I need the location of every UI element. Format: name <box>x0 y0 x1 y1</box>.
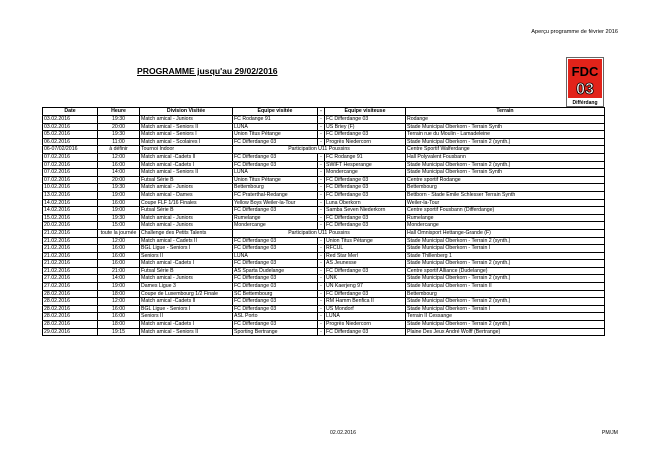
cell-terrain: Centre sportif Rodange <box>406 176 605 184</box>
cell-dash: - <box>318 169 325 177</box>
cell-division: Match amical - Juniors <box>140 222 233 230</box>
cell-date: 03.02.2016 <box>43 123 98 131</box>
cell-visiteuse: US Briey (F) <box>325 123 406 131</box>
cell-heure: 19:00 <box>98 191 140 199</box>
cell-visiteuse: RM Hamm Benfica II <box>325 298 406 306</box>
table-row <box>43 298 605 306</box>
cell-terrain: Stade Municipal Oberkorn - Terrain Synth <box>406 123 605 131</box>
cell-visiteuse: SWIFT Hesperange <box>325 161 406 169</box>
cell-dash: - <box>318 252 325 260</box>
cell-dash: - <box>318 199 325 207</box>
cell-visitee: Rumelange <box>233 214 318 222</box>
cell-heure: 18:00 <box>98 290 140 298</box>
cell-visitee: Yellow Boys Weiler-la-Tour <box>233 199 318 207</box>
cell-dash: - <box>318 267 325 275</box>
cell-dash: - <box>318 123 325 131</box>
table-row <box>43 161 605 169</box>
cell-dash: - <box>318 245 325 253</box>
cell-heure: 19:00 <box>98 207 140 215</box>
cell-heure: 19:15 <box>98 328 140 336</box>
cell-visitee: FC Differdange 03 <box>233 237 318 245</box>
cell-terrain: Centre sportif Fousbann (Differdange) <box>406 207 605 215</box>
cell-visitee: FC Differdange 03 <box>233 245 318 253</box>
cell-heure: 12:00 <box>98 237 140 245</box>
cell-visiteuse: FC Differdange 03 <box>325 184 406 192</box>
cell-dash: - <box>318 275 325 283</box>
cell-visitee: FC Differdange 03 <box>233 321 318 329</box>
col-header-visitee: Equipe visitée <box>233 108 318 116</box>
cell-heure: 19:30 <box>98 184 140 192</box>
table-row <box>43 138 605 146</box>
cell-participation: Participation U11 Poussins <box>233 229 406 237</box>
cell-division: Seniors II <box>140 313 233 321</box>
table-row <box>43 321 605 329</box>
cell-visiteuse: UNK <box>325 275 406 283</box>
cell-date: 07.02.2016 <box>43 169 98 177</box>
cell-dash: - <box>318 184 325 192</box>
cell-visitee: FC Praterthal-Redange <box>233 191 318 199</box>
cell-date: 13.02.2016 <box>43 191 98 199</box>
cell-dash: - <box>318 328 325 336</box>
cell-date: 03.02.2016 <box>43 116 98 124</box>
cell-division: Futsal Série B <box>140 176 233 184</box>
cell-terrain: Stade Thillenberg 1 <box>406 252 605 260</box>
cell-division: Dames Ligue 3 <box>140 283 233 291</box>
logo-number: 03 <box>576 81 594 98</box>
cell-date: 20.02.2016 <box>43 222 98 230</box>
cell-date: 21.02.2016 <box>43 260 98 268</box>
cell-terrain: Mondercange <box>406 222 605 230</box>
table-row <box>43 116 605 124</box>
table-row <box>43 260 605 268</box>
col-header-heure: Heure <box>98 108 140 116</box>
table-row <box>43 229 605 237</box>
col-header-terrain: Terrain <box>406 108 605 116</box>
cell-heure: 14:00 <box>98 169 140 177</box>
cell-division: BGL Ligue - Seniors I <box>140 305 233 313</box>
cell-dash: - <box>318 161 325 169</box>
cell-visiteuse: AS Jeunesse <box>325 260 406 268</box>
cell-terrain: Terrain II Cessange <box>406 313 605 321</box>
cell-division: Match amical - Seniors I <box>140 131 233 139</box>
cell-division: Coupe de Luxembourg 1/2 Finale <box>140 290 233 298</box>
table-row <box>43 305 605 313</box>
cell-terrain: Terrain rue du Moulin - Lamadeleine <box>406 131 605 139</box>
cell-dash: - <box>318 313 325 321</box>
cell-dash: - <box>318 222 325 230</box>
cell-division: BGL Ligue - Seniors I <box>140 245 233 253</box>
cell-visitee: SC Bettembourg <box>233 290 318 298</box>
cell-visitee: FC Differdange 03 <box>233 305 318 313</box>
cell-visiteuse: FC Rodange 91 <box>325 153 406 161</box>
table-row <box>43 245 605 253</box>
cell-date: 21.02.2016 <box>43 237 98 245</box>
table-row <box>43 283 605 291</box>
cell-heure: 14:00 <box>98 275 140 283</box>
cell-visiteuse: Progrès Niedercorn <box>325 321 406 329</box>
cell-dash: - <box>318 298 325 306</box>
table-row <box>43 176 605 184</box>
cell-dash: - <box>318 305 325 313</box>
cell-date: 28.02.2016 <box>43 313 98 321</box>
cell-visitee: Sporting Bertrange <box>233 328 318 336</box>
cell-participation: Participation U11 Poussins <box>233 146 406 154</box>
cell-terrain: Stade Municipal Oberkorn - Terrain 2 (synth.) <box>406 161 605 169</box>
cell-terrain: Hall Polyvalent Fousbann <box>406 153 605 161</box>
cell-visitee: LUNA <box>233 169 318 177</box>
table-row <box>43 275 605 283</box>
cell-heure: 19:30 <box>98 131 140 139</box>
table-row <box>43 222 605 230</box>
cell-date: 07.02.2016 <box>43 153 98 161</box>
cell-terrain: Weiler-la-Tour <box>406 199 605 207</box>
table-row <box>43 313 605 321</box>
cell-date: 14.02.2016 <box>43 199 98 207</box>
cell-date: 28.02.2016 <box>43 298 98 306</box>
cell-division: Futsal Série B <box>140 207 233 215</box>
cell-visiteuse: FC Differdange 03 <box>325 116 406 124</box>
cell-heure: 16:00 <box>98 245 140 253</box>
cell-visiteuse: RFCUL <box>325 245 406 253</box>
cell-heure: 21:00 <box>98 267 140 275</box>
cell-heure: 19:30 <box>98 214 140 222</box>
cell-division: Match amical - Juniors <box>140 214 233 222</box>
cell-dash: - <box>318 131 325 139</box>
cell-dash: - <box>318 207 325 215</box>
cell-date: 14.02.2016 <box>43 207 98 215</box>
cell-division: Match amical -Cadets I <box>140 321 233 329</box>
club-logo <box>566 57 604 107</box>
cell-visiteuse: UN Kaerjeng 97 <box>325 283 406 291</box>
cell-heure: 11:00 <box>98 138 140 146</box>
cell-division: Match amical - Cadets II <box>140 237 233 245</box>
cell-visitee: ASL Porto <box>233 313 318 321</box>
table-row <box>43 131 605 139</box>
cell-date: 28.02.2016 <box>43 290 98 298</box>
cell-division: Match amical - Scolaires I <box>140 138 233 146</box>
cell-visiteuse: FC Differdange 03 <box>325 214 406 222</box>
cell-heure: 16:00 <box>98 313 140 321</box>
cell-division: Futsal Série B <box>140 267 233 275</box>
cell-visitee: FC Differdange 03 <box>233 283 318 291</box>
table-row <box>43 191 605 199</box>
cell-terrain: Stade Municipal Oberkorn - Terrain II <box>406 283 605 291</box>
cell-visitee: FC Rodange 91 <box>233 116 318 124</box>
cell-visitee: LUNA <box>233 252 318 260</box>
header-note: Aperçu programme de février 2016 <box>531 29 618 35</box>
cell-dash: - <box>318 191 325 199</box>
table-row <box>43 153 605 161</box>
cell-visiteuse: Red Star Merl <box>325 252 406 260</box>
cell-heure: 19:00 <box>98 283 140 291</box>
table-row <box>43 290 605 298</box>
cell-visitee: Bettembourg <box>233 184 318 192</box>
table-row <box>43 146 605 154</box>
cell-division: Match amical - Juniors <box>140 275 233 283</box>
cell-division: Challenge des Petits Talents <box>140 229 233 237</box>
cell-division: Match amical -Cadets II <box>140 298 233 306</box>
cell-division: Tournoi Indoor <box>140 146 233 154</box>
cell-visiteuse: Mondercange <box>325 169 406 177</box>
cell-visitee: LUNA <box>233 123 318 131</box>
cell-heure: à définir <box>98 146 140 154</box>
cell-terrain: Stade Municipal Oberkorn - Terrain Synth <box>406 169 605 177</box>
cell-dash: - <box>318 290 325 298</box>
cell-terrain: Rumelange <box>406 214 605 222</box>
cell-terrain: Stade Municipal Oberkorn - Terrain 2 (synth.) <box>406 138 605 146</box>
cell-heure: 16:00 <box>98 161 140 169</box>
col-header-dash: - <box>318 108 325 116</box>
cell-division: Match amical -Cadets I <box>140 260 233 268</box>
cell-division: Match amical - Seniors II <box>140 123 233 131</box>
cell-terrain: Bettembourg <box>406 290 605 298</box>
cell-date: 28.02.2016 <box>43 305 98 313</box>
cell-heure: 16:00 <box>98 252 140 260</box>
table-row <box>43 214 605 222</box>
cell-terrain: Plaine Des Jeux André Wolff (Bertrange) <box>406 328 605 336</box>
table-row <box>43 207 605 215</box>
cell-heure: 19:30 <box>98 116 140 124</box>
cell-heure: 20:00 <box>98 123 140 131</box>
cell-visiteuse: Union Titus Pétange <box>325 237 406 245</box>
cell-terrain: Hall Omnisport Hettange-Grande (F) <box>406 229 605 237</box>
cell-division: Seniors II <box>140 252 233 260</box>
table-row <box>43 237 605 245</box>
cell-date: 21.02.2016 <box>43 245 98 253</box>
cell-date: 27.02.2016 <box>43 283 98 291</box>
cell-visiteuse: FC Differdange 03 <box>325 131 406 139</box>
table-row <box>43 169 605 177</box>
cell-division: Coupe FLF 1/16 Finales <box>140 199 233 207</box>
cell-heure: 16:00 <box>98 305 140 313</box>
col-header-division: Division Visitée <box>140 108 233 116</box>
table-row <box>43 252 605 260</box>
cell-heure: 16:00 <box>98 199 140 207</box>
footer-date: 02.02.2016 <box>330 430 356 436</box>
cell-date: 10.02.2016 <box>43 184 98 192</box>
cell-visitee: FC Differdange 03 <box>233 260 318 268</box>
cell-heure: 18:00 <box>98 321 140 329</box>
table-row <box>43 267 605 275</box>
cell-terrain: Centre sportif Alliance (Dudelange) <box>406 267 605 275</box>
cell-visiteuse: Luna Oberkorn <box>325 199 406 207</box>
cell-date: 27.02.2016 <box>43 275 98 283</box>
cell-visiteuse: FC Differdange 03 <box>325 222 406 230</box>
cell-dash: - <box>318 176 325 184</box>
cell-terrain: Stade Municipal Oberkorn - Terrain 2 (synth.) <box>406 275 605 283</box>
logo-club-name: Différdang <box>572 100 598 106</box>
cell-division: Match amical - Juniors <box>140 184 233 192</box>
cell-date: 29.02.2016 <box>43 328 98 336</box>
cell-visiteuse: FC Differdange 03 <box>325 176 406 184</box>
cell-dash: - <box>318 260 325 268</box>
cell-heure: 15:00 <box>98 222 140 230</box>
cell-date: 21.02.2016 <box>43 267 98 275</box>
cell-terrain: Bettborn - Stade Emile Schlesser Terrain Synth <box>406 191 605 199</box>
cell-date: 07.02.2016 <box>43 176 98 184</box>
cell-visiteuse: FC Differdange 03 <box>325 328 406 336</box>
cell-dash: - <box>318 214 325 222</box>
cell-date: 15.02.2016 <box>43 214 98 222</box>
cell-dash: - <box>318 138 325 146</box>
cell-visitee: Mondercange <box>233 222 318 230</box>
cell-date: 05.02.2016 <box>43 131 98 139</box>
cell-division: Match amical - Juniors <box>140 116 233 124</box>
cell-terrain: Rodange <box>406 116 605 124</box>
cell-date: 28.02.2016 <box>43 321 98 329</box>
cell-dash: - <box>318 321 325 329</box>
cell-visiteuse: FC Differdange 03 <box>325 191 406 199</box>
table-header-row <box>43 108 605 116</box>
cell-visitee: FC Differdange 03 <box>233 138 318 146</box>
cell-visitee: AS Sparta Dudelange <box>233 267 318 275</box>
cell-heure: 12:00 <box>98 153 140 161</box>
logo-letters: FDC <box>571 64 599 79</box>
cell-terrain: Stade Municipal Oberkorn - Terrain I <box>406 245 605 253</box>
cell-date: 07.02.2016 <box>43 161 98 169</box>
cell-division: Match amical - Seniors II <box>140 169 233 177</box>
cell-visiteuse: FC Differdange 03 <box>325 267 406 275</box>
page-title: PROGRAMME jusqu'au 29/02/2016 <box>137 66 278 76</box>
cell-visiteuse: FC Differdange 03 <box>325 290 406 298</box>
cell-date: 21.02.2016 <box>43 229 98 237</box>
cell-dash: - <box>318 237 325 245</box>
cell-terrain: Centre Sportif Walferdange <box>406 146 605 154</box>
table-row <box>43 199 605 207</box>
cell-visiteuse: LUNA <box>325 313 406 321</box>
program-table <box>42 107 605 336</box>
table-row <box>43 184 605 192</box>
cell-heure: 16:00 <box>98 260 140 268</box>
cell-heure: 20:00 <box>98 176 140 184</box>
cell-date: 06.02.2016 <box>43 138 98 146</box>
cell-terrain: Stade Municipal Oberkorn - Terrain 2 (synth.) <box>406 321 605 329</box>
cell-visiteuse: Progrès Niedercorn <box>325 138 406 146</box>
cell-visitee: FC Differdange 03 <box>233 298 318 306</box>
cell-terrain: Stade Municipal Oberkorn - Terrain 2 (synth.) <box>406 260 605 268</box>
cell-terrain: Bettembourg <box>406 184 605 192</box>
table-row <box>43 328 605 336</box>
cell-terrain: Stade Municipal Oberkorn - Terrain 2 (synth.) <box>406 237 605 245</box>
cell-visitee: FC Differdange 03 <box>233 275 318 283</box>
cell-date: 06-07/02/2016 <box>43 146 98 154</box>
cell-terrain: Stade Municipal Oberkorn - Terrain 2 (synth.) <box>406 298 605 306</box>
cell-visitee: FC Differdange 03 <box>233 161 318 169</box>
cell-dash: - <box>318 116 325 124</box>
col-header-date: Date <box>43 108 98 116</box>
table-body <box>43 116 605 336</box>
cell-heure: toute la journée <box>98 229 140 237</box>
cell-visitee: Union Titus Pétange <box>233 131 318 139</box>
cell-division: Match amical -Cadets I <box>140 161 233 169</box>
cell-heure: 12:00 <box>98 298 140 306</box>
cell-division: Match amical -Cadets II <box>140 153 233 161</box>
cell-dash: - <box>318 153 325 161</box>
cell-visiteuse: US Mondorf <box>325 305 406 313</box>
cell-dash: - <box>318 283 325 291</box>
col-header-visiteuse: Equipe visiteuse <box>325 108 406 116</box>
cell-visitee: FC Differdange 03 <box>233 207 318 215</box>
cell-date: 21.02.2016 <box>43 252 98 260</box>
table-row <box>43 123 605 131</box>
footer-initials: PM/JM <box>601 430 618 436</box>
cell-visitee: Union Titus Pétange <box>233 176 318 184</box>
cell-terrain: Stade Municipal Oberkorn - Terrain I <box>406 305 605 313</box>
cell-division: Match amical - Dames <box>140 191 233 199</box>
cell-visitee: FC Differdange 03 <box>233 153 318 161</box>
cell-visiteuse: Samba Seven Niederkorn <box>325 207 406 215</box>
cell-division: Match amical - Seniors II <box>140 328 233 336</box>
